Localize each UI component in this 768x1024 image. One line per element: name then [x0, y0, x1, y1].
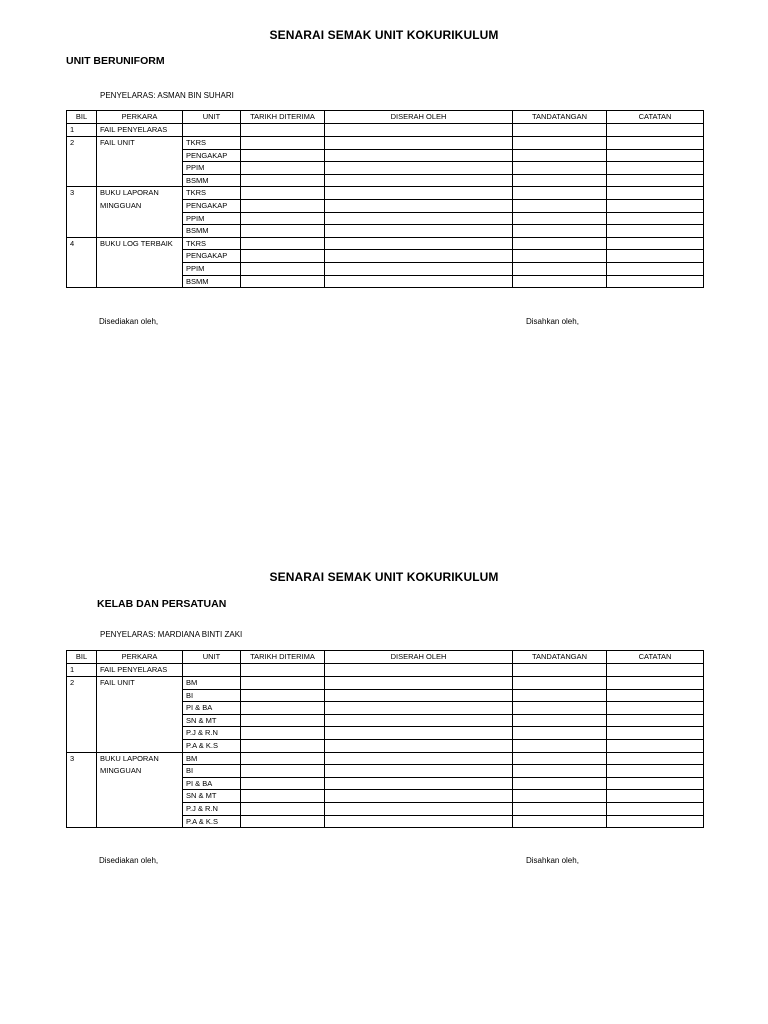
- header-tandatangan: TANDATANGAN: [513, 111, 607, 124]
- cell-tarikh-diterima[interactable]: [241, 187, 325, 200]
- cell-diserah-oleh[interactable]: [325, 275, 513, 288]
- header-catatan: CATATAN: [607, 651, 704, 664]
- page-title-2: SENARAI SEMAK UNIT KOKURIKULUM: [269, 570, 499, 584]
- cell-diserah-oleh[interactable]: [325, 237, 513, 250]
- cell-catatan[interactable]: [607, 212, 704, 225]
- cell-unit: PPIM: [183, 162, 241, 175]
- cell-catatan[interactable]: [607, 740, 704, 753]
- checklist-table-2: [66, 650, 704, 828]
- cell-catatan[interactable]: [607, 123, 704, 137]
- cell-tandatangan[interactable]: [513, 149, 607, 162]
- cell-perkara: FAIL PENYELARAS: [97, 123, 183, 137]
- cell-bil: 1: [67, 123, 97, 137]
- table-row: [67, 137, 704, 150]
- cell-tandatangan[interactable]: [513, 765, 607, 778]
- cell-tarikh-diterima[interactable]: [241, 752, 325, 765]
- cell-diserah-oleh[interactable]: [325, 187, 513, 200]
- cell-tandatangan[interactable]: [513, 803, 607, 816]
- cell-perkara: FAIL PENYELARAS: [97, 663, 183, 677]
- cell-unit: P.A & K.S: [183, 740, 241, 753]
- cell-tarikh-diterima[interactable]: [241, 174, 325, 187]
- cell-unit: P.A & K.S: [183, 815, 241, 828]
- cell-bil: 2: [67, 677, 97, 753]
- cell-bil: 3: [67, 187, 97, 237]
- cell-unit: BM: [183, 677, 241, 690]
- table-header-row: [67, 651, 704, 664]
- cell-tarikh-diterima[interactable]: [241, 677, 325, 690]
- cell-diserah-oleh[interactable]: [325, 250, 513, 263]
- cell-tandatangan[interactable]: [513, 162, 607, 175]
- header-bil: BIL: [67, 651, 97, 664]
- cell-diserah-oleh[interactable]: [325, 263, 513, 276]
- cell-catatan[interactable]: [607, 187, 704, 200]
- cell-diserah-oleh[interactable]: [325, 727, 513, 740]
- cell-tandatangan[interactable]: [513, 263, 607, 276]
- header-unit: UNIT: [183, 651, 241, 664]
- cell-tarikh-diterima[interactable]: [241, 263, 325, 276]
- cell-tandatangan[interactable]: [513, 237, 607, 250]
- cell-diserah-oleh[interactable]: [325, 714, 513, 727]
- cell-diserah-oleh[interactable]: [325, 663, 513, 677]
- cell-diserah-oleh[interactable]: [325, 162, 513, 175]
- cell-perkara: FAIL UNIT: [97, 677, 183, 753]
- cell-tandatangan[interactable]: [513, 275, 607, 288]
- cell-perkara: FAIL UNIT: [97, 137, 183, 187]
- checklist-table-1: [66, 110, 704, 288]
- table-header-row: [67, 111, 704, 124]
- cell-catatan[interactable]: [607, 149, 704, 162]
- cell-tarikh-diterima[interactable]: [241, 225, 325, 238]
- cell-tarikh-diterima[interactable]: [241, 790, 325, 803]
- cell-catatan[interactable]: [607, 275, 704, 288]
- cell-tarikh-diterima[interactable]: [241, 765, 325, 778]
- table-row: [67, 237, 704, 250]
- cell-tarikh-diterima[interactable]: [241, 815, 325, 828]
- cell-tarikh-diterima[interactable]: [241, 212, 325, 225]
- cell-unit: PPIM: [183, 212, 241, 225]
- prepared-by-label-1: Disediakan oleh,: [99, 317, 159, 326]
- cell-catatan[interactable]: [607, 689, 704, 702]
- cell-diserah-oleh[interactable]: [325, 689, 513, 702]
- header-perkara: PERKARA: [97, 111, 183, 124]
- cell-bil: 4: [67, 237, 97, 287]
- cell-unit: SN & MT: [183, 790, 241, 803]
- cell-tarikh-diterima[interactable]: [241, 689, 325, 702]
- header-unit: UNIT: [183, 111, 241, 124]
- prepared-by-label-2: Disediakan oleh,: [99, 856, 159, 865]
- table-row: [67, 677, 704, 690]
- cell-unit: [183, 123, 241, 137]
- cell-unit: BSMM: [183, 225, 241, 238]
- cell-diserah-oleh[interactable]: [325, 777, 513, 790]
- cell-catatan[interactable]: [607, 765, 704, 778]
- cell-catatan[interactable]: [607, 237, 704, 250]
- coordinator-1: PENYELARAS: ASMAN BIN SUHARI: [100, 91, 234, 100]
- cell-catatan[interactable]: [607, 714, 704, 727]
- cell-catatan[interactable]: [607, 174, 704, 187]
- cell-tandatangan[interactable]: [513, 250, 607, 263]
- cell-unit: TKRS: [183, 237, 241, 250]
- cell-diserah-oleh[interactable]: [325, 765, 513, 778]
- header-tandatangan: TANDATANGAN: [513, 651, 607, 664]
- cell-catatan[interactable]: [607, 752, 704, 765]
- cell-diserah-oleh[interactable]: [325, 212, 513, 225]
- cell-tarikh-diterima[interactable]: [241, 803, 325, 816]
- cell-diserah-oleh[interactable]: [325, 740, 513, 753]
- cell-bil: 2: [67, 137, 97, 187]
- cell-tandatangan[interactable]: [513, 200, 607, 213]
- header-diserah-oleh: DISERAH OLEH: [325, 111, 513, 124]
- cell-tandatangan[interactable]: [513, 123, 607, 137]
- cell-tandatangan[interactable]: [513, 740, 607, 753]
- cell-tarikh-diterima[interactable]: [241, 714, 325, 727]
- header-tarikh-diterima: TARIKH DITERIMA: [241, 651, 325, 664]
- cell-diserah-oleh[interactable]: [325, 677, 513, 690]
- cell-tarikh-diterima[interactable]: [241, 275, 325, 288]
- cell-unit: P.J & R.N: [183, 803, 241, 816]
- cell-unit: SN & MT: [183, 714, 241, 727]
- header-bil: BIL: [67, 111, 97, 124]
- cell-catatan[interactable]: [607, 727, 704, 740]
- cell-catatan[interactable]: [607, 225, 704, 238]
- subtitle-1: UNIT BERUNIFORM: [66, 55, 165, 67]
- cell-tandatangan[interactable]: [513, 815, 607, 828]
- cell-unit: PPIM: [183, 263, 241, 276]
- cell-perkara: BUKU LAPORAN MINGGUAN: [97, 187, 183, 237]
- cell-tandatangan[interactable]: [513, 137, 607, 150]
- cell-tarikh-diterima[interactable]: [241, 727, 325, 740]
- cell-tarikh-diterima[interactable]: [241, 200, 325, 213]
- cell-tarikh-diterima[interactable]: [241, 123, 325, 137]
- cell-unit: BI: [183, 765, 241, 778]
- cell-catatan[interactable]: [607, 162, 704, 175]
- cell-diserah-oleh[interactable]: [325, 790, 513, 803]
- cell-tarikh-diterima[interactable]: [241, 137, 325, 150]
- cell-catatan[interactable]: [607, 790, 704, 803]
- cell-tarikh-diterima[interactable]: [241, 162, 325, 175]
- cell-unit: PENGAKAP: [183, 250, 241, 263]
- approved-by-label-1: Disahkan oleh,: [526, 317, 579, 326]
- cell-tandatangan[interactable]: [513, 702, 607, 715]
- cell-diserah-oleh[interactable]: [325, 702, 513, 715]
- cell-unit: TKRS: [183, 137, 241, 150]
- cell-tandatangan[interactable]: [513, 777, 607, 790]
- coordinator-2: PENYELARAS: MARDIANA BINTI ZAKI: [100, 630, 243, 639]
- cell-catatan[interactable]: [607, 702, 704, 715]
- cell-tandatangan[interactable]: [513, 714, 607, 727]
- cell-bil: 3: [67, 752, 97, 828]
- cell-perkara: BUKU LAPORAN MINGGUAN: [97, 752, 183, 828]
- cell-unit: TKRS: [183, 187, 241, 200]
- cell-tandatangan[interactable]: [513, 225, 607, 238]
- approved-by-label-2: Disahkan oleh,: [526, 856, 579, 865]
- cell-diserah-oleh[interactable]: [325, 137, 513, 150]
- cell-unit: PENGAKAP: [183, 149, 241, 162]
- cell-diserah-oleh[interactable]: [325, 200, 513, 213]
- cell-diserah-oleh[interactable]: [325, 815, 513, 828]
- table-row: [67, 752, 704, 765]
- cell-diserah-oleh[interactable]: [325, 752, 513, 765]
- cell-unit: BM: [183, 752, 241, 765]
- cell-diserah-oleh[interactable]: [325, 803, 513, 816]
- header-tarikh-diterima: TARIKH DITERIMA: [241, 111, 325, 124]
- table-row: [67, 663, 704, 677]
- cell-unit: PI & BA: [183, 777, 241, 790]
- subtitle-2: KELAB DAN PERSATUAN: [97, 598, 227, 610]
- cell-unit: [183, 663, 241, 677]
- cell-catatan[interactable]: [607, 200, 704, 213]
- cell-tandatangan[interactable]: [513, 689, 607, 702]
- table-row: [67, 123, 704, 137]
- cell-tarikh-diterima[interactable]: [241, 702, 325, 715]
- header-diserah-oleh: DISERAH OLEH: [325, 651, 513, 664]
- cell-unit: BSMM: [183, 174, 241, 187]
- cell-catatan[interactable]: [607, 250, 704, 263]
- cell-tarikh-diterima[interactable]: [241, 149, 325, 162]
- cell-tandatangan[interactable]: [513, 174, 607, 187]
- cell-tarikh-diterima[interactable]: [241, 777, 325, 790]
- table-row: [67, 187, 704, 200]
- cell-unit: PENGAKAP: [183, 200, 241, 213]
- cell-catatan[interactable]: [607, 663, 704, 677]
- cell-unit: BSMM: [183, 275, 241, 288]
- cell-perkara: BUKU LOG TERBAIK: [97, 237, 183, 287]
- cell-diserah-oleh[interactable]: [325, 123, 513, 137]
- cell-tandatangan[interactable]: [513, 790, 607, 803]
- cell-diserah-oleh[interactable]: [325, 174, 513, 187]
- cell-catatan[interactable]: [607, 803, 704, 816]
- cell-unit: P.J & R.N: [183, 727, 241, 740]
- cell-catatan[interactable]: [607, 815, 704, 828]
- cell-diserah-oleh[interactable]: [325, 225, 513, 238]
- cell-catatan[interactable]: [607, 263, 704, 276]
- cell-bil: 1: [67, 663, 97, 677]
- header-catatan: CATATAN: [607, 111, 704, 124]
- cell-unit: BI: [183, 689, 241, 702]
- cell-tandatangan[interactable]: [513, 187, 607, 200]
- cell-tandatangan[interactable]: [513, 663, 607, 677]
- cell-catatan[interactable]: [607, 677, 704, 690]
- cell-tarikh-diterima[interactable]: [241, 663, 325, 677]
- header-perkara: PERKARA: [97, 651, 183, 664]
- cell-tarikh-diterima[interactable]: [241, 237, 325, 250]
- cell-tandatangan[interactable]: [513, 727, 607, 740]
- cell-catatan[interactable]: [607, 777, 704, 790]
- cell-diserah-oleh[interactable]: [325, 149, 513, 162]
- cell-catatan[interactable]: [607, 137, 704, 150]
- page-title-1: SENARAI SEMAK UNIT KOKURIKULUM: [269, 28, 499, 42]
- cell-unit: PI & BA: [183, 702, 241, 715]
- cell-tandatangan[interactable]: [513, 752, 607, 765]
- cell-tarikh-diterima[interactable]: [241, 740, 325, 753]
- cell-tandatangan[interactable]: [513, 212, 607, 225]
- cell-tandatangan[interactable]: [513, 677, 607, 690]
- cell-tarikh-diterima[interactable]: [241, 250, 325, 263]
